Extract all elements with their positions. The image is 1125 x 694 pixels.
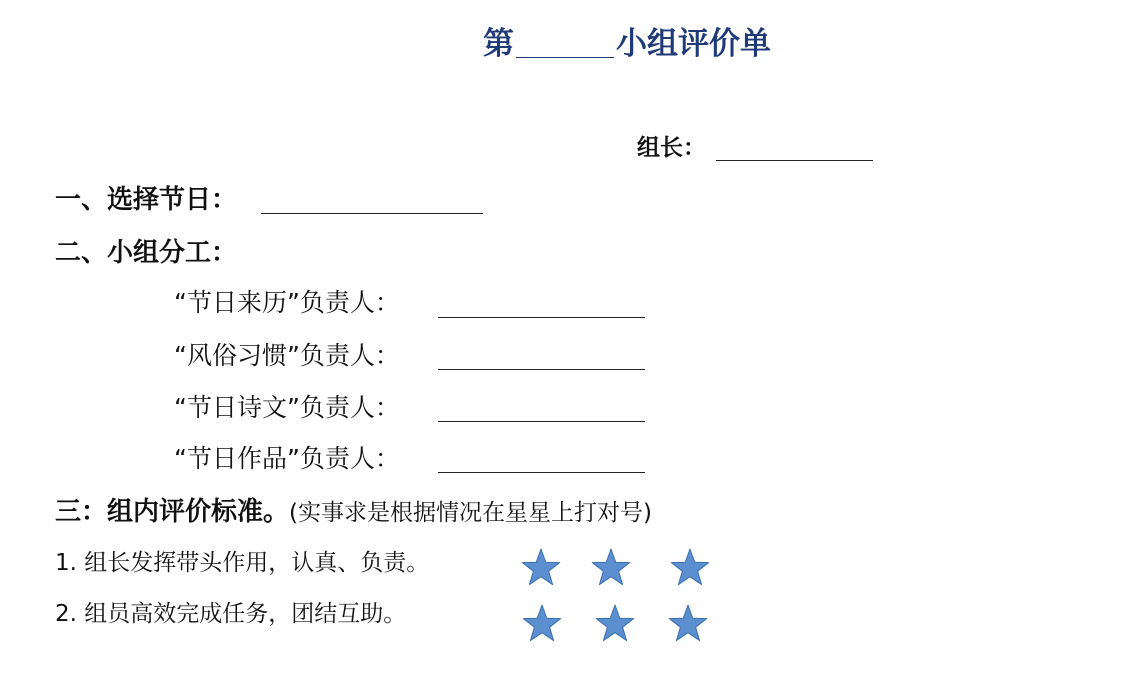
- star-icon[interactable]: [668, 604, 708, 642]
- star-icon[interactable]: [591, 548, 631, 586]
- star-icon[interactable]: [670, 548, 710, 586]
- leader-blank[interactable]: [716, 160, 873, 161]
- criterion-members: 2. 组员高效完成任务，团结互助。: [55, 601, 407, 627]
- section-evaluation-note: (实事求是根据情况在星星上打对号): [289, 500, 652, 526]
- leader-label: 组长：: [637, 135, 706, 161]
- criterion-leader: 1. 组长发挥带头作用，认真、负责。: [55, 550, 430, 576]
- star-icon[interactable]: [522, 604, 562, 642]
- title-suffix: 小组评价单: [616, 26, 771, 62]
- section-select-festival: 一、选择节日：: [55, 185, 238, 215]
- page-title: [483, 22, 771, 66]
- star-icon[interactable]: [521, 548, 561, 586]
- festival-blank[interactable]: [261, 213, 483, 214]
- role-works: “节日作品”负责人：: [174, 444, 400, 473]
- role-festival-origin-blank[interactable]: [438, 317, 645, 318]
- star-rating-row-1: [518, 548, 718, 588]
- star-icon[interactable]: [595, 604, 635, 642]
- role-poetry: “节日诗文”负责人：: [174, 393, 400, 422]
- role-festival-origin: “节日来历”负责人：: [174, 288, 400, 317]
- role-works-blank[interactable]: [438, 472, 645, 473]
- role-poetry-blank[interactable]: [438, 421, 645, 422]
- section-group-division: 二、小组分工：: [55, 238, 238, 268]
- section-evaluation-label: 三：组内评价标准。: [55, 497, 290, 527]
- title-prefix: 第: [483, 26, 514, 62]
- group-number-blank[interactable]: [516, 27, 614, 58]
- role-customs: “风俗习惯”负责人：: [174, 341, 400, 370]
- star-rating-row-2: [518, 604, 718, 644]
- section-evaluation-criteria: [55, 495, 652, 530]
- role-customs-blank[interactable]: [438, 369, 645, 370]
